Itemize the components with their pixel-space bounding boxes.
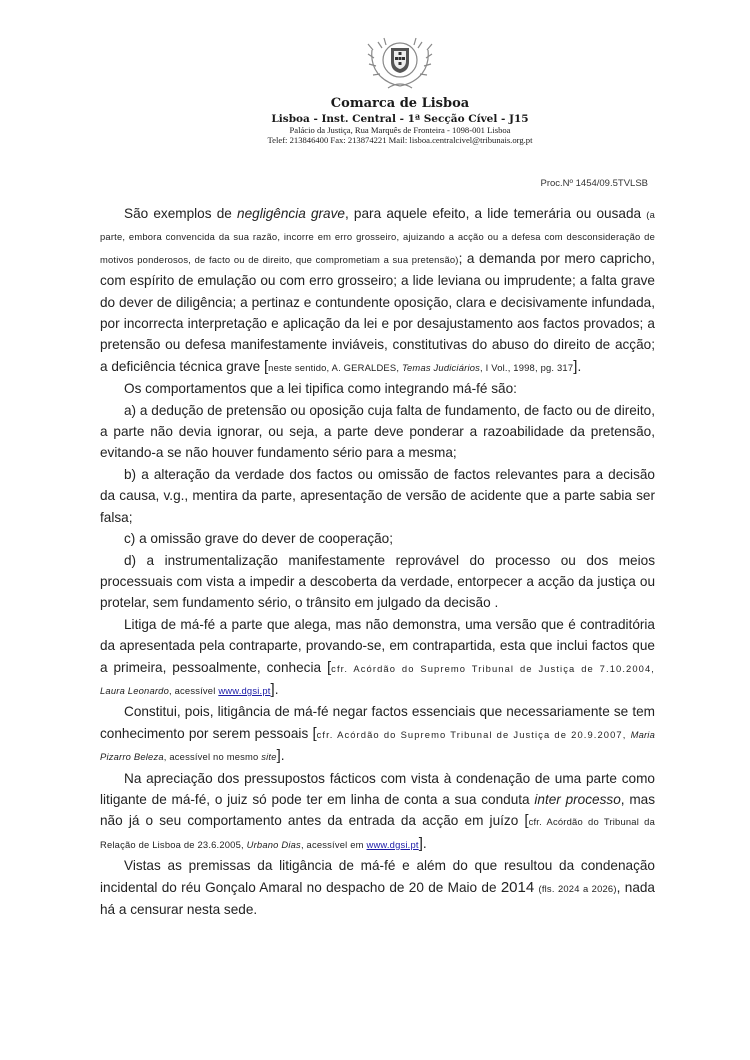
court-contacts: Telef: 213846400 Fax: 213874221 Mail: lisboa.centralcivel@tribunais.org.pt [267,135,533,145]
close-bracket: ] [573,357,578,375]
paragraph-conclusion [100,855,655,920]
document-body [100,203,655,920]
citation-judge: Urbano Dias [246,838,301,850]
citation: , acessível [169,684,219,696]
citation: , acessível em [300,838,367,850]
paragraph-bad-faith-intro: Os comportamentos que a lei tipifica como integrando má-fé são: [124,381,517,397]
text: São exemplos de [124,206,238,221]
court-section: Lisboa - Inst. Central - 1ª Secção Cível - J15 [271,113,529,125]
text: , para aquele efeito, a lide temerária ou ousada [344,206,647,221]
document-header [0,28,750,145]
open-bracket: [ [263,357,269,375]
open-bracket: [ [524,812,529,830]
citation: cfr. Acórdão do Supremo Tribunal de Justiça de 7.10.2004, [331,662,655,674]
paragraph-item-b: b) a alteração da verdade dos factos ou omissão de factos relevantes para a decisão da causa, v.g., mentira da parte, apresentação de versão de acidente que a parte sabia ser falsa; [100,466,655,525]
citation-judge: Maria Pizarro Beleza [100,728,656,763]
citation-site: site [261,751,277,763]
parenthetical-note: (a parte, embora convencida da sua razão, incorre em erro grosseiro, ajuizando a acção ou a defesa com desconsideração de motivos ponderosos, de facto ou de direito, que comprometiam a sua pretensão) [100,209,655,265]
paragraph-constitui: Constitui, pois, litigância de má-fé negar factos essenciais que necessariamente se tem conhecimento por serem pessoais [cfr. Acórdão do Supremo Tribunal de Justiça de 20.9.2007, Maria Pizarro Beleza, acessível no mesmo site]. [100,704,656,765]
text: ; a demanda por mero capricho, com espírito de emulação ou com erro grosseiro; a lide leviana ou imprudente; a falta grave do dever de diligência; a pertinaz e contundente oposição, clara e decisivamente infundada, por incorrecta interpretação e aplicação da lei e por desajustamento aos factos provados; a pretensão ou defesa manifestamente inviáveis, constitutivas do abuso do direito de acção; a deficiência técnica grave [100,250,656,374]
paragraph-apreciacao: Na apreciação dos pressupostos fácticos com vista à condenação de uma parte como litigante de má-fé, o juiz só pode ter em linha de conta a sua conduta inter processo, mas não já o seu comportamento antes da entrada da acção em juízo [cfr. Acórdão do Tribunal da Relação de Lisboa de 23.6.2005, Urbano Dias, acessível em www.dgsi.pt]. [100,770,655,852]
dgsi-link[interactable]: www.dgsi.pt [366,838,419,850]
italic-term: inter processo [534,791,621,807]
close-bracket: ] [418,834,423,852]
paragraph-item-a: a) a dedução de pretensão ou oposição cuja falta de fundamento, de facto ou de direito, a parte não devia ignorar, ou seja, a parte deve ponderar a razoabilidade da pretensão, evitando-a se não houver fundamento sério para a mesma; [100,402,655,461]
dgsi-link[interactable]: www.dgsi.pt [218,684,271,696]
open-bracket: [ [312,724,317,742]
paragraph-negligence-examples: São exemplos de negligência grave, para aquele efeito, a lide temerária ou ousada (a parte, embora convencida da sua razão, incorre em erro grosseiro, ajuizando a acção ou a defesa com desconsideração de motivos ponderosos, de facto ou de direito, que comprometiam a sua pretensão); a demanda por mero capricho, com espírito de emulação ou com erro grosseiro; a lide leviana ou imprudente; a falta grave do dever de diligência; a pertinaz e contundente oposição, clara e decisivamente infundada, por incorrecta interpretação e aplicação da lei e por desajustamento aos factos provados; a pretensão ou defesa manifestamente inviáveis, constitutivas do abuso do direito de acção; a deficiência técnica grave [neste sentido, A. GERALDES, Temas Judiciários, I Vol., 1998, pg. 317]. [100,206,656,375]
citation-judge: Laura Leonardo [100,684,170,696]
citation: , acessível no mesmo [163,751,262,763]
page-reference: (fls. 2024 a 2026) [538,882,617,894]
text: Constitui, pois, litigância de má-fé negar factos essenciais que necessariamente se tem conhecimento por serem pessoais [100,704,655,741]
text: Litiga de má-fé a parte que alega, mas não demonstra, uma versão que é contraditória da apresentada pela contraparte, provando-se, em contrapartida, esta que inclui factos que a primeira, pessoalmente, conhecia [100,616,655,675]
court-address: Palácio da Justiça, Rua Marquês de Fronteira - 1098-001 Lisboa [289,125,511,135]
italic-term: negligência grave [237,206,345,221]
text: Vistas as premissas da litigância de má-fé e além do que resultou da condenação incidental do réu Gonçalo Amaral no despacho de 20 de Maio de [100,858,655,895]
citation: cfr. Acórdão do Tribunal da Relação de Lisboa de 23.6.2005, [100,816,655,850]
text: Na apreciação dos pressupostos fácticos com vista à condenação de uma parte como litigante de má-fé, o juiz só pode ter em linha de conta a sua conduta [100,770,655,807]
year: 2014 [500,878,535,896]
citation: , I Vol., 1998, pg. 317 [480,361,574,373]
text: , mas não já o seu comportamento antes da entrada da acção em juízo [100,791,655,829]
paragraph-litiga: Litiga de má-fé a parte que alega, mas não demonstra, uma versão que é contraditória da apresentada pela contraparte, provando-se, em contrapartida, esta que inclui factos que a primeira, pessoalmente, conhecia [cfr. Acórdão do Supremo Tribunal de Justiça de 7.10.2004, Laura Leonardo, acessível www.dgsi.pt]. [100,616,655,698]
citation: cfr. Acórdão do Supremo Tribunal de Justiça de 20.9.2007, [316,728,631,740]
close-bracket: ] [276,747,281,765]
portuguese-coat-of-arms-icon [360,28,440,92]
paragraph-item-c: c) a omissão grave do dever de cooperação; [124,531,394,547]
process-number: Proc.Nº 1454/09.5TVLSB [540,178,648,189]
citation-title: Temas Judiciários [401,361,481,373]
court-name: Comarca de Lisboa [330,96,470,111]
paragraph-item-d: d) a instrumentalização manifestamente reprovável do processo ou dos meios processuais com vista a impedir a descoberta da verdade, entorpecer a acção da justiça ou protelar, sem fundamento sério, o trânsito em julgado da decisão . [100,552,655,611]
open-bracket: [ [326,658,332,676]
citation: neste sentido, A. GERALDES, [268,361,402,373]
close-bracket: ] [270,680,275,698]
text: , nada há a censurar nesta sede. [100,879,655,917]
